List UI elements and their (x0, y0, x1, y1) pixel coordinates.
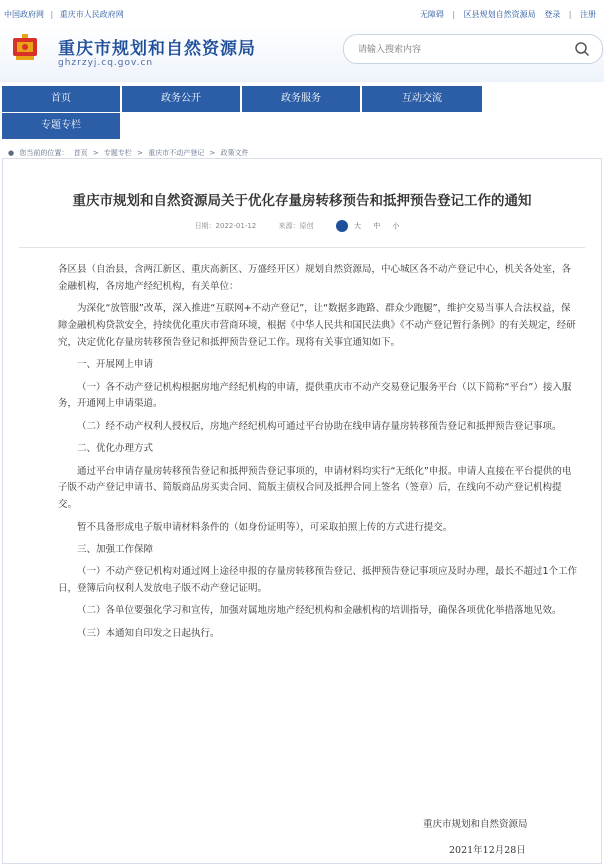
top-bar (0, 0, 604, 27)
paragraph: 为深化“放管服”改革，深入推进“互联网+不动产登记”，让“数据多跑路、群众少跑腿”，维护交易当事人合法权益，保障金融机构贷款安全，持续优化重庆市营商环境，根据《中华人民共和国民法典》《不动产登记暂行条例》的有关规定，经研究，决定优化存量房转移预告登记和抵押预告登记工作。现将有关事宜通知如下。 (58, 303, 576, 348)
article-panel (2, 158, 602, 864)
divider (19, 247, 585, 248)
separator: | (568, 10, 572, 19)
search-input[interactable] (356, 41, 570, 59)
font-size-switcher (336, 220, 410, 232)
district-bureau-link[interactable]: 区县规划自然资源局 (463, 10, 536, 19)
paragraph: （二）经不动产权利人授权后，房地产经纪机构可通过平台协助在线申请存量房转移预告登记和抵押预告登记事项。 (77, 420, 562, 432)
location-pin-icon: ● (8, 149, 15, 157)
breadcrumb-sep: > (137, 149, 144, 157)
nav-special-topics[interactable]: 专题专栏 (2, 113, 120, 139)
section-heading: 一、开展网上申请 (77, 359, 154, 371)
top-links-left (4, 9, 128, 20)
article-date: 日期：2022-01-12 (194, 222, 257, 230)
register-link[interactable]: 注册 (580, 10, 596, 19)
breadcrumb-sep: > (92, 149, 99, 157)
paragraph: （一）不动产登记机构对通过网上途径申报的存量房转移预告登记、抵押预告登记事项应及时办理，最长不超过1个工作日，登簿后向权利人发放电子版不动产登记证明。 (58, 566, 578, 595)
search-box (343, 34, 603, 64)
main-nav (0, 86, 604, 140)
paragraph: （二）各单位要强化学习和宣传，加强对属地房地产经纪机构和金融机构的培训指导，确保各项优化举措落地见效。 (77, 605, 562, 617)
paragraph: 通过平台申请存量房转移预告登记和抵押预告登记事项的，申请材料均实行“无纸化”申报。申请人直接在平台提供的电子版不动产登记申请书、简版商品房买卖合同、简版主债权合同及抵押合同上签名（签章）后，在线向不动产登记机构提交。 (58, 465, 572, 511)
nav-home[interactable]: 首页 (2, 86, 120, 112)
site-url: ghzrzyj.cq.gov.cn (58, 58, 154, 68)
signature: 重庆市规划和自然资源局 (423, 819, 528, 830)
font-size-icon (336, 220, 348, 232)
breadcrumb-registration[interactable]: 重庆市不动产登记 (148, 149, 205, 157)
breadcrumb-sep: > (209, 149, 216, 157)
site-header (0, 26, 604, 82)
paragraph: （一）各不动产登记机构根据房地产经纪机构的申请，提供重庆市不动产交易登记服务平台（以下简称“平台”）接入服务，开通网上申请渠道。 (58, 381, 572, 410)
article-body (58, 262, 578, 648)
nav-gov-services[interactable]: 政务服务 (242, 86, 360, 112)
cq-gov-link[interactable]: 重庆市人民政府网 (59, 10, 124, 19)
breadcrumb-home[interactable]: 首页 (73, 149, 88, 157)
emblem-icon[interactable] (8, 30, 42, 64)
font-size-medium[interactable]: 中 (373, 222, 381, 230)
breadcrumb-topics[interactable]: 专题专栏 (103, 149, 132, 157)
font-size-small[interactable]: 小 (392, 222, 400, 230)
nav-gov-affairs-public[interactable]: 政务公开 (122, 86, 240, 112)
section-heading: 二、优化办理方式 (77, 443, 154, 455)
separator: | (452, 10, 456, 19)
login-link[interactable]: 登录 (544, 10, 561, 19)
gov-portal-link[interactable]: 中国政府网 (4, 10, 44, 19)
paragraph: （三）本通知自印发之日起执行。 (77, 627, 220, 639)
separator: | (50, 10, 54, 19)
paragraph: 各区县（自治县，含两江新区、重庆高新区、万盛经开区）规划自然资源局，中心城区各不动产登记中心，机关各处室，各金融机构，各房地产经纪机构，有关单位： (58, 264, 572, 292)
article-title: 重庆市规划和自然资源局关于优化存量房转移预告和抵押预告登记工作的通知 (72, 193, 532, 209)
section-heading: 三、加强工作保障 (77, 543, 154, 555)
breadcrumb-prefix: 您当前的位置： (19, 149, 69, 157)
paragraph: 暂不具备形成电子版申请材料条件的（如身份证明等），可采取拍照上传的方式进行提交。 (77, 521, 453, 533)
breadcrumb (8, 148, 252, 158)
font-size-large[interactable]: 大 (353, 222, 361, 230)
accessibility-link[interactable]: 无障碍 (419, 10, 444, 19)
article-source: 来源：原创 (278, 222, 314, 230)
signature-date: 2021年12月28日 (449, 845, 526, 856)
breadcrumb-policy[interactable]: 政策文件 (220, 149, 249, 157)
nav-interaction[interactable]: 互动交流 (362, 86, 482, 112)
search-icon[interactable] (574, 41, 590, 57)
article-meta (3, 220, 601, 232)
top-links-right (414, 9, 596, 20)
site-title[interactable]: 重庆市规划和自然资源局 (58, 39, 256, 59)
